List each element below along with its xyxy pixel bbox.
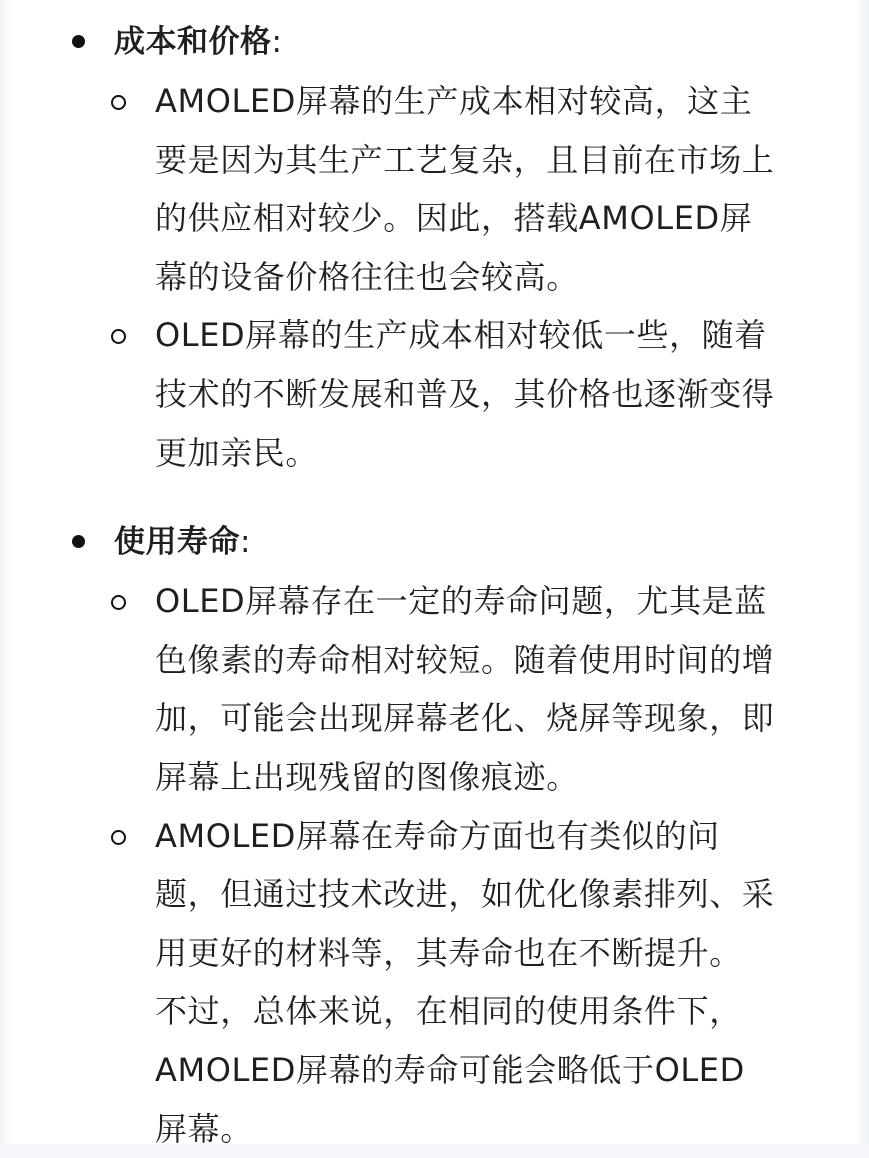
text-line: AMOLED屏幕在寿命方面也有类似的问 xyxy=(155,807,829,866)
text-line: 色像素的寿命相对较短。随着使用时间的增 xyxy=(155,631,829,690)
text-line: 技术的不断发展和普及，其价格也逐渐变得 xyxy=(155,365,829,424)
text-line: 屏幕。 xyxy=(155,1100,829,1158)
hollow-bullet-icon xyxy=(111,95,126,110)
text-line: 加，可能会出现屏幕老化、烧屏等现象，即 xyxy=(155,689,829,748)
list-item xyxy=(0,72,869,306)
section-cost-price xyxy=(0,12,869,482)
section-lifespan xyxy=(0,512,869,1158)
section-title-colon: : xyxy=(240,524,250,560)
filled-bullet-icon xyxy=(72,535,85,548)
filled-bullet-icon xyxy=(72,35,85,48)
text-line: 幕的设备价格往往也会较高。 xyxy=(155,248,829,307)
text-line: 更加亲民。 xyxy=(155,424,829,483)
section-title-colon: : xyxy=(272,24,282,60)
text-line: AMOLED屏幕的寿命可能会略低于OLED xyxy=(155,1041,829,1100)
text-line: OLED屏幕存在一定的寿命问题，尤其是蓝 xyxy=(155,572,829,631)
section-title: 成本和价格 xyxy=(114,24,272,60)
list-item xyxy=(0,572,869,806)
sub-list xyxy=(0,72,869,482)
section-title: 使用寿命 xyxy=(114,524,240,560)
text-line: AMOLED屏幕的生产成本相对较高，这主 xyxy=(155,72,829,131)
section-heading xyxy=(0,12,869,72)
text-line: 的供应相对较少。因此，搭载AMOLED屏 xyxy=(155,189,829,248)
text-line: 用更好的材料等，其寿命也在不断提升。 xyxy=(155,924,829,983)
text-line: 题，但通过技术改进，如优化像素排列、采 xyxy=(155,865,829,924)
hollow-bullet-icon xyxy=(111,595,126,610)
section-heading xyxy=(0,512,869,572)
text-line: 不过，总体来说，在相同的使用条件下， xyxy=(155,982,829,1041)
list-item xyxy=(0,807,869,1158)
list-item xyxy=(0,306,869,482)
text-line: OLED屏幕的生产成本相对较低一些，随着 xyxy=(155,306,829,365)
sub-list xyxy=(0,572,869,1158)
hollow-bullet-icon xyxy=(111,329,126,344)
text-line: 屏幕上出现残留的图像痕迹。 xyxy=(155,748,829,807)
hollow-bullet-icon xyxy=(111,830,126,845)
text-line: 要是因为其生产工艺复杂，且目前在市场上 xyxy=(155,131,829,190)
